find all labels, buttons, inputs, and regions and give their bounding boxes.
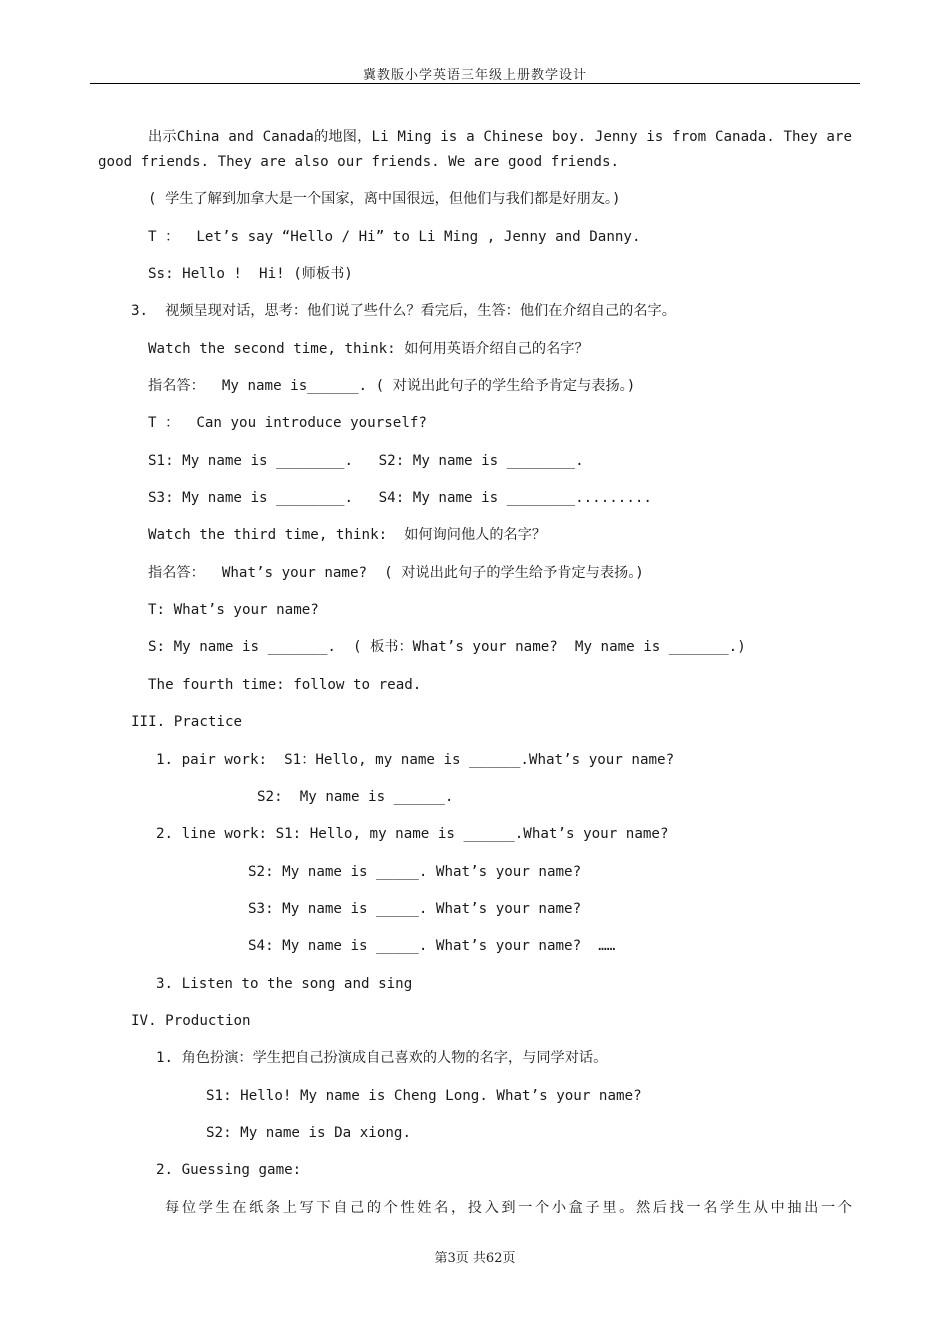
paragraph-line-23: S4: My name is _____. What’s your name? …… bbox=[248, 938, 616, 954]
paragraph-line-8: 指名答： My name is______. ( 对说出此句子的学生给予肯定与表扬。) bbox=[148, 378, 636, 394]
paragraph-line-4: T ： Let’s say “Hello / Hi” to Li Ming , Jenny and Danny. bbox=[148, 229, 641, 245]
paragraph-line-28: S2: My name is Da xiong. bbox=[206, 1125, 411, 1141]
paragraph-line-20: 2. line work: S1: Hello, my name is ______.What’s your name? bbox=[156, 826, 669, 842]
paragraph-line-21: S2: My name is _____. What’s your name? bbox=[248, 864, 582, 880]
paragraph-line-18: 1. pair work: S1：Hello, my name is ______.What’s your name? bbox=[156, 752, 675, 768]
paragraph-line-10: S1: My name is ________. S2: My name is ________. bbox=[148, 453, 584, 469]
paragraph-line-11: S3: My name is ________. S4: My name is ________......... bbox=[148, 490, 652, 506]
paragraph-line-16: The fourth time: follow to read. bbox=[148, 677, 422, 693]
paragraph-line-26: 1. 角色扮演：学生把自己扮演成自己喜欢的人物的名字，与同学对话。 bbox=[156, 1050, 608, 1066]
paragraph-line-19: S2: My name is ______. bbox=[257, 789, 454, 805]
paragraph-line-6: 3. 视频呈现对话，思考：他们说了些什么？看完后，生答：他们在介绍自己的名字。 bbox=[131, 303, 676, 319]
paragraph-line-30: 每位学生在纸条上写下自己的个性姓名，投入到一个小盒子里。然后找一名学生从中抽出一个 bbox=[165, 1200, 852, 1216]
paragraph-line-2: good friends. They are also our friends. We are good friends. bbox=[98, 154, 620, 170]
paragraph-line-15: S: My name is _______. ( 板书：What’s your name? My name is _______.) bbox=[148, 639, 746, 655]
section-heading-production: IV. Production bbox=[131, 1013, 251, 1029]
header-divider bbox=[90, 83, 860, 84]
paragraph-line-27: S1: Hello! My name is Cheng Long. What’s your name? bbox=[206, 1088, 642, 1104]
paragraph-line-12: Watch the third time, think: 如何询问他人的名字？ bbox=[148, 527, 547, 543]
paragraph-line-1: 出示China and Canada的地图，Li Ming is a Chinese boy. Jenny is from Canada. They are bbox=[148, 129, 852, 145]
paragraph-line-22: S3: My name is _____. What’s your name? bbox=[248, 901, 582, 917]
paragraph-line-29: 2. Guessing game: bbox=[156, 1162, 302, 1178]
paragraph-line-24: 3. Listen to the song and sing bbox=[156, 976, 413, 992]
paragraph-line-9: T ： Can you introduce yourself? bbox=[148, 415, 427, 431]
page-header-title: 冀教版小学英语三年级上册教学设计 bbox=[362, 68, 587, 83]
paragraph-line-7: Watch the second time, think: 如何用英语介绍自己的名字？ bbox=[148, 341, 589, 357]
section-heading-practice: III. Practice bbox=[131, 714, 243, 730]
paragraph-line-13: 指名答： What’s your name? ( 对说出此句子的学生给予肯定与表扬。) bbox=[148, 565, 644, 581]
paragraph-line-14: T: What’s your name? bbox=[148, 602, 319, 618]
page-footer-number: 第3页 共62页 bbox=[434, 1251, 516, 1266]
paragraph-line-3: ( 学生了解到加拿大是一个国家，离中国很远，但他们与我们都是好朋友。) bbox=[148, 191, 621, 207]
paragraph-line-5: Ss: Hello ! Hi! (师板书) bbox=[148, 266, 353, 282]
